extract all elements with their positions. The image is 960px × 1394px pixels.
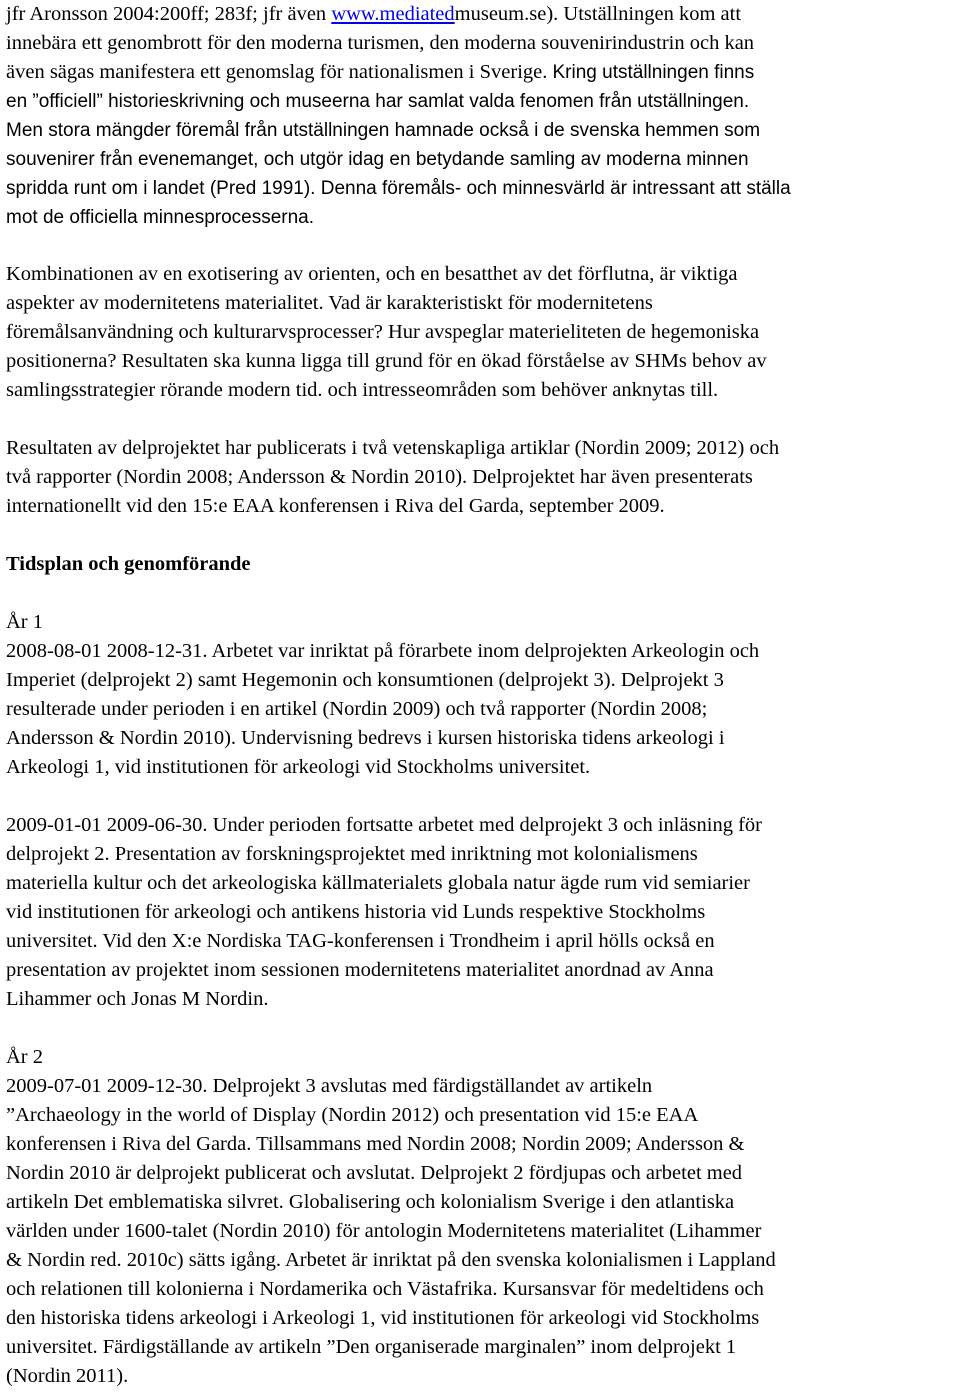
text-line: 2008-08-01 2008-12-31. Arbetet var inriktat på förarbete inom delprojekten Arkeologin och <box>6 640 760 662</box>
text-line: internationellt vid den 15:e EAA konferensen i Riva del Garda, september 2009. <box>6 495 665 517</box>
text-line: Arkeologi 1, vid institutionen för arkeologi vid Stockholms universitet. <box>6 756 591 778</box>
text-line: innebära ett genombrott för den moderna turismen, den moderna souvenirindustrin och kan <box>6 32 755 54</box>
text-line: aspekter av modernitetens materialitet. Vad är karakteristiskt för modernitetens <box>6 292 653 314</box>
text-line: den historiska tidens arkeologi i Arkeologi 1, vid institutionen för arkeologi vid Stockholms <box>6 1307 760 1329</box>
text-line: Nordin 2010 är delprojekt publicerat och avslutat. Delprojekt 2 fördjupas och arbetet med <box>6 1162 743 1184</box>
text-line: ”Archaeology in the world of Display (Nordin 2012) och presentation vid 15:e EAA <box>6 1104 699 1126</box>
text-span: spridda runt om i landet (Pred 1991). <box>6 178 321 199</box>
text-span: jfr Aronsson 2004:200ff; 283f; jfr även <box>6 3 332 25</box>
text-line: en ”officiell” historieskrivning och museerna har samlat valda fenomen från utställningen. <box>6 91 750 112</box>
section-heading: Tidsplan och genomförande <box>6 553 251 575</box>
text-span: Denna föremåls- och minnesvärld är intressant att ställa <box>320 178 791 199</box>
text-line: Men stora mängder föremål från utställningen hamnade också i de svenska hemmen som <box>6 120 761 141</box>
text-span: Kring utställningen finns <box>552 62 755 83</box>
text-line: universitet. Färdigställande av artikeln ”Den organiserade marginalen” inom delprojekt 1 <box>6 1336 737 1358</box>
text-line <box>6 58 754 87</box>
text-line: Kombinationen av en exotisering av orienten, och en besatthet av det förflutna, är viktiga <box>6 263 738 285</box>
text-line: positionerna? Resultaten ska kunna ligga till grund för en ökad förståelse av SHMs behov av <box>6 350 767 372</box>
text-line: föremålsanvändning och kulturarvsprocesser? Hur avspeglar materieliteten de hegemoniska <box>6 321 760 343</box>
text-line: delprojekt 2. Presentation av forskningsprojektet med inriktning mot kolonialismens <box>6 843 698 865</box>
year-label: År 1 <box>6 611 44 633</box>
text-line: presentation av projektet inom sessionen modernitetens materialitet anordnad av Anna <box>6 959 714 981</box>
text-line: mot de officiella minnesprocesserna. <box>6 207 315 228</box>
text-line: Imperiet (delprojekt 2) samt Hegemonin och konsumtionen (delprojekt 3). Delprojekt 3 <box>6 669 724 691</box>
text-line: 2009-07-01 2009-12-30. Delprojekt 3 avslutas med färdigställandet av artikeln <box>6 1075 653 1097</box>
text-line: samlingsstrategier rörande modern tid. och intresseområden som behöver anknytas till. <box>6 379 719 401</box>
text-line: Andersson & Nordin 2010). Undervisning bedrevs i kursen historiska tidens arkeologi i <box>6 727 725 749</box>
text-line: materiella kultur och det arkeologiska källmaterialets globala natur ägde rum vid semiarier <box>6 872 750 894</box>
year-label: År 2 <box>6 1046 44 1068</box>
text-line: & Nordin red. 2010c) sätts igång. Arbetet är inriktat på den svenska kolonialismen i Lappland <box>6 1249 776 1271</box>
text-line: Lihammer och Jonas M Nordin. <box>6 988 269 1010</box>
text-line: artikeln Det emblematiska silvret. Globalisering och kolonialism Sverige i den atlantiska <box>6 1191 735 1213</box>
text-line: 2009-01-01 2009-06-30. Under perioden fortsatte arbetet med delprojekt 3 och inläsning för <box>6 814 763 836</box>
text-line: och relationen till kolonierna i Nordamerika och Västafrika. Kursansvar för medeltidens och <box>6 1278 764 1300</box>
text-line: vid institutionen för arkeologi och antikens historia vid Lunds respektive Stockholms <box>6 901 706 923</box>
text-line: Resultaten av delprojektet har publicerats i två vetenskapliga artiklar (Nordin 2009; 2012) och <box>6 437 780 459</box>
text-line <box>6 174 791 203</box>
text-line: resulterade under perioden i en artikel (Nordin 2009) och två rapporter (Nordin 2008; <box>6 698 708 720</box>
text-line: universitet. Vid den X:e Nordiska TAG-konferensen i Trondheim i april hölls också en <box>6 930 715 952</box>
text-line: konferensen i Riva del Garda. Tillsammans med Nordin 2008; Nordin 2009; Andersson & <box>6 1133 745 1155</box>
text-line: två rapporter (Nordin 2008; Andersson & Nordin 2010). Delprojektet har även presenterats <box>6 466 753 488</box>
text-line <box>6 0 741 29</box>
text-line: världen under 1600-talet (Nordin 2010) för antologin Modernitetens materialitet (Lihammer <box>6 1220 762 1242</box>
text-span: museum.se). Utställningen kom att <box>454 3 742 25</box>
museum-link[interactable]: www.mediated <box>331 3 455 25</box>
text-span: även sägas manifestera ett genomslag för nationalismen i Sverige. <box>6 61 553 83</box>
text-line: (Nordin 2011). <box>6 1365 129 1387</box>
text-line: souvenirer från evenemanget, och utgör idag en betydande samling av moderna minnen <box>6 149 749 170</box>
